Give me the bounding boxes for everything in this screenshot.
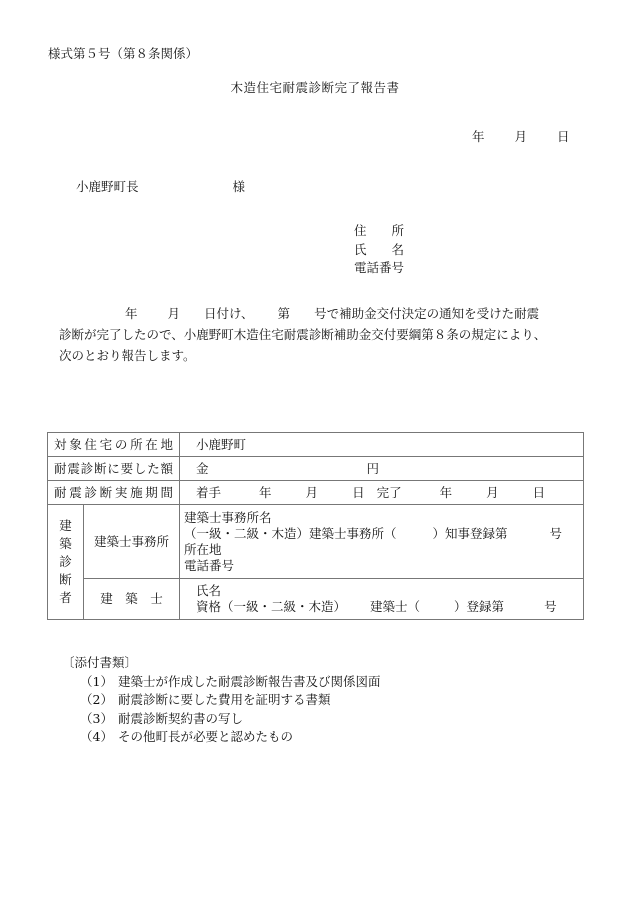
period-value: 着手 年 月 日 完了 年 月 日 (180, 481, 584, 505)
applicant-block (354, 222, 404, 278)
body-year: 年 (125, 306, 138, 321)
table-row-location (48, 433, 584, 457)
table-row-cost (48, 457, 584, 481)
body-line-2: 診断が完了したので、小鹿野町木造住宅耐震診断補助金交付要綱第８条の規定により、 (59, 327, 547, 342)
office-name-label: 建築士事務所名 (184, 509, 272, 525)
architect-qualification-line: 資格（一級・二級・木造） 建築士（ ）登録第 号 (196, 599, 557, 614)
diagnostician-label: 建 築 診 断 者 (48, 505, 84, 620)
table-row-office (48, 505, 584, 579)
cost-label: 耐震診断に要した額 (48, 457, 180, 481)
attachment-item: （1） 建築士が作成した耐震診断報告書及び関係図面 (80, 673, 381, 689)
body-number-prefix: 第 (277, 306, 291, 321)
attachments-header: 〔添付書類〕 (62, 655, 138, 670)
body-notice-text: 号で補助金交付決定の通知を受けた耐震 (314, 306, 540, 321)
body-day-date: 日付け、 (204, 306, 254, 321)
date-line (472, 129, 570, 145)
table-row-period (48, 481, 584, 505)
body-line-1 (59, 303, 546, 324)
architect-name-label: 氏名 (196, 583, 222, 598)
attachment-item: （2） 耐震診断に要した費用を証明する書類 (80, 692, 331, 707)
date-year: 年 (472, 129, 485, 144)
office-details (180, 505, 584, 579)
office-label: 建築士事務所 (84, 505, 180, 579)
attachment-item: （3） 耐震診断契約書の写し (80, 710, 244, 726)
office-location-label: 所在地 (184, 541, 222, 557)
report-body (59, 303, 546, 366)
form-number: 様式第５号（第８条関係） (48, 46, 199, 61)
date-day: 日 (557, 129, 570, 144)
date-month: 月 (514, 129, 528, 144)
body-line-3: 次のとおり報告します。 (59, 348, 196, 363)
period-end-label: 完了 (376, 484, 402, 500)
report-table (47, 432, 584, 620)
applicant-address-label: 住 所 (354, 223, 405, 238)
cost-value (180, 457, 584, 481)
body-month: 月 (167, 306, 181, 321)
addressee-honorific: 様 (232, 179, 246, 194)
document-title: 木造住宅耐震診断完了報告書 (230, 80, 400, 95)
cost-prefix: 金 (196, 460, 209, 476)
attachment-item: （4） その他町長が必要と認めたもの (80, 729, 294, 744)
applicant-name-label: 氏 名 (354, 241, 405, 257)
location-label: 対象住宅の所在地 (48, 433, 180, 457)
attachments (62, 654, 381, 747)
period-label: 耐震診断実施期間 (48, 481, 180, 505)
office-grade-line: （一級・二級・木造）建築士事務所（ ）知事登録第 号 (184, 525, 563, 541)
period-start-label: 着手 (196, 484, 222, 500)
location-value: 小鹿野町 (180, 433, 584, 457)
applicant-phone-label: 電話番号 (354, 260, 405, 275)
cost-suffix: 円 (366, 460, 380, 476)
architect-details (180, 579, 584, 620)
architect-label: 建 築 士 (84, 579, 180, 620)
addressee-name: 小鹿野町長 (76, 179, 139, 194)
office-phone-label: 電話番号 (184, 557, 235, 573)
table-row-architect (48, 579, 584, 620)
addressee (76, 179, 245, 195)
